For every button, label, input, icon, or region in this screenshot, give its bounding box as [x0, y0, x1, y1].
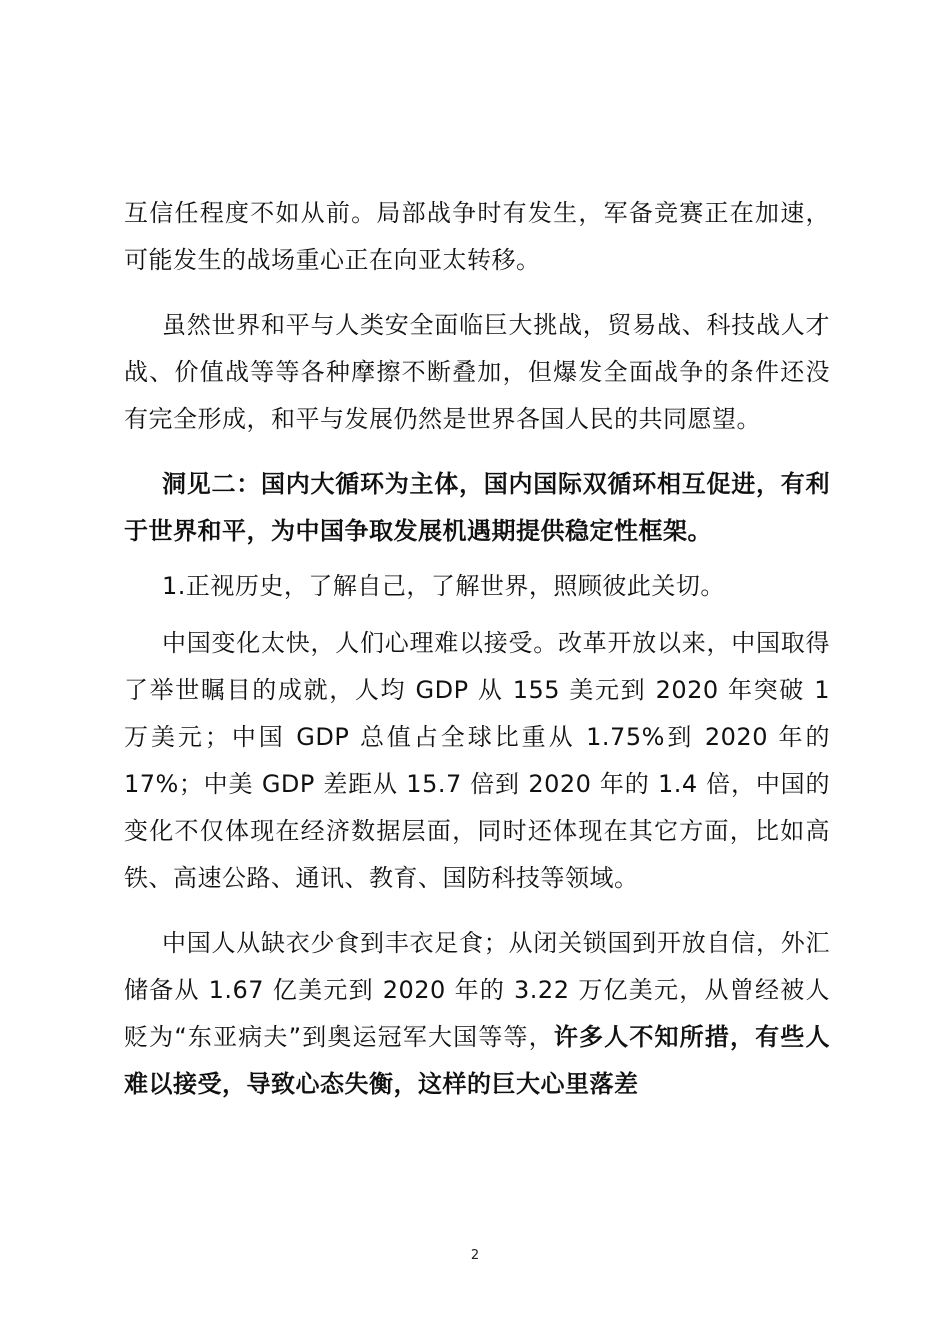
paragraph-mindset-normal: 中国人从缺衣少食到丰衣足食；从闭关锁国到开放自信，外汇储备从 1.67 亿美元到 2020 年的 3.22 万亿美元，从曾经被人贬为“东亚病夫”到奥运冠军大国等等， [124, 929, 830, 1051]
page-number: 2 [470, 1248, 480, 1263]
paragraph-mindset-bold: 许多人不知所措，有些人难以接受，导致心态失衡，这样的巨大心里落差 [124, 1023, 830, 1098]
list-item-1: 1.正视历史，了解自己，了解世界，照顾彼此关切。 [162, 572, 725, 600]
section-heading-insight-two: 洞见二：国内大循环为主体，国内国际双循环相互促进，有利于世界和平，为中国争取发展机遇期提供稳定性框架。 [124, 470, 830, 545]
paragraph-peace-challenges: 虽然世界和平与人类安全面临巨大挑战，贸易战、科技战人才战、价值战等等各种摩擦不断叠加，但爆发全面战争的条件还没有完全形成，和平与发展仍然是世界各国人民的共同愿望。 [124, 311, 830, 433]
paragraph-china-change: 中国变化太快，人们心理难以接受。改革开放以来，中国取得了举世瞩目的成就，人均 GDP 从 155 美元到 2020 年突破 1 万美元；中国 GDP 总值占全球比重从 1.75%到 2020 年的 17%；中美 GDP 差距从 15.7 倍到 2020 年的 1.4 倍，中国的变化不仅体现在经济数据层面，同时还体现在其它方面，比如高铁、高速公路、通讯、教育、国防科技等领域。 [124, 629, 830, 892]
paragraph-mindset [124, 920, 830, 1108]
paragraph-continuation: 互信任程度不如从前。局部战争时有发生，军备竞赛正在加速，可能发生的战场重心正在向亚太转移。 [124, 199, 830, 274]
body-text [124, 190, 830, 1126]
